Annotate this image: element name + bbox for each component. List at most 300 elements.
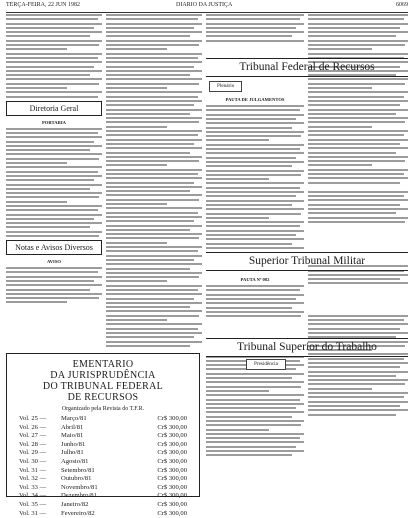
text-line bbox=[106, 100, 202, 102]
text-line bbox=[6, 128, 102, 130]
title-line: DA JURISPRUDÊNCIA bbox=[50, 370, 156, 381]
text-line bbox=[6, 196, 99, 198]
text-block bbox=[308, 14, 408, 184]
text-line bbox=[6, 192, 102, 194]
text-line bbox=[106, 328, 198, 330]
text-line bbox=[6, 209, 98, 211]
text-line bbox=[6, 74, 90, 76]
text-line bbox=[6, 205, 102, 207]
text-line bbox=[308, 332, 408, 334]
text-line bbox=[6, 27, 94, 29]
text-line bbox=[6, 214, 102, 216]
text-line bbox=[106, 152, 190, 154]
text-line bbox=[6, 48, 67, 50]
text-block bbox=[206, 14, 304, 42]
text-line bbox=[106, 18, 198, 20]
text-line bbox=[6, 96, 98, 98]
text-line bbox=[206, 109, 300, 111]
text-line bbox=[6, 222, 102, 224]
issue-price: Cr$ 300,00 bbox=[157, 492, 187, 500]
text-line bbox=[106, 259, 194, 261]
text-line bbox=[106, 341, 202, 343]
text-line bbox=[308, 104, 400, 106]
text-line bbox=[6, 293, 102, 295]
price-row bbox=[19, 458, 187, 467]
text-line bbox=[308, 388, 372, 390]
text-line bbox=[106, 27, 194, 29]
text-line bbox=[206, 157, 296, 159]
text-line bbox=[206, 178, 269, 180]
text-line bbox=[206, 386, 301, 388]
price-row bbox=[19, 475, 187, 484]
text-line bbox=[308, 117, 408, 119]
text-line bbox=[206, 403, 304, 405]
text-line bbox=[106, 44, 199, 46]
text-line bbox=[308, 14, 408, 16]
text-line bbox=[308, 401, 408, 403]
text-line bbox=[308, 315, 408, 317]
text-line bbox=[206, 394, 304, 396]
banner-tribunal-superior-trabalho: Tribunal Superior do Trabalho bbox=[206, 338, 408, 357]
text-line bbox=[206, 437, 300, 439]
issue-month: Agosto/81 bbox=[61, 457, 89, 465]
pauta-82-heading: PAUTA Nº 082 bbox=[240, 277, 270, 283]
text-line bbox=[308, 375, 396, 377]
column-1 bbox=[6, 14, 102, 306]
text-line bbox=[308, 152, 396, 154]
text-block bbox=[308, 191, 408, 223]
text-block bbox=[308, 315, 408, 416]
text-line bbox=[106, 91, 202, 93]
text-line bbox=[206, 170, 304, 172]
text-line bbox=[308, 379, 408, 381]
text-line bbox=[106, 319, 167, 321]
page-header bbox=[6, 1, 408, 13]
text-line bbox=[6, 35, 90, 37]
text-block bbox=[6, 267, 102, 303]
text-line bbox=[6, 149, 90, 151]
tab-presidencia: Presidência bbox=[246, 359, 286, 370]
text-line bbox=[206, 390, 269, 392]
text-line bbox=[6, 267, 102, 269]
text-line bbox=[308, 40, 408, 42]
text-line bbox=[206, 14, 304, 16]
issue-month: Setembro/81 bbox=[61, 466, 95, 474]
text-line bbox=[6, 57, 98, 59]
text-line bbox=[308, 164, 372, 166]
text-block bbox=[206, 285, 304, 317]
text-line bbox=[6, 179, 94, 181]
price-row bbox=[19, 510, 187, 518]
issue-price: Cr$ 300,00 bbox=[157, 432, 187, 440]
text-line bbox=[106, 207, 202, 209]
text-line bbox=[6, 53, 102, 55]
text-line bbox=[6, 235, 99, 237]
text-line bbox=[206, 40, 304, 42]
text-line bbox=[106, 280, 167, 282]
text-line bbox=[106, 177, 202, 179]
issue-price: Cr$ 300,00 bbox=[157, 483, 187, 491]
issue-price: Cr$ 300,00 bbox=[157, 475, 187, 483]
text-line bbox=[206, 18, 300, 20]
text-line bbox=[6, 289, 90, 291]
text-line bbox=[106, 160, 199, 162]
text-line bbox=[106, 173, 198, 175]
text-line bbox=[106, 186, 202, 188]
text-line bbox=[106, 255, 202, 257]
text-line bbox=[206, 127, 292, 129]
text-line bbox=[206, 407, 296, 409]
section-title-diretoria-geral: Diretoria Geral bbox=[6, 101, 102, 116]
text-line bbox=[6, 136, 102, 138]
text-line bbox=[106, 23, 202, 25]
text-line bbox=[106, 48, 167, 50]
text-line bbox=[106, 285, 202, 287]
text-line bbox=[308, 414, 396, 416]
text-line bbox=[106, 345, 190, 347]
text-line bbox=[206, 411, 304, 413]
text-line bbox=[206, 298, 296, 300]
column-2 bbox=[106, 14, 202, 349]
text-line bbox=[6, 231, 102, 233]
text-line bbox=[106, 276, 199, 278]
text-line bbox=[106, 147, 202, 149]
text-line bbox=[106, 216, 202, 218]
text-line bbox=[106, 130, 202, 132]
price-row bbox=[19, 467, 187, 476]
text-line bbox=[206, 373, 304, 375]
text-line bbox=[308, 319, 404, 321]
text-line bbox=[308, 48, 372, 50]
text-line bbox=[206, 148, 300, 150]
text-line bbox=[106, 104, 194, 106]
volume-label: Vol. 25 — bbox=[19, 415, 47, 422]
text-line bbox=[106, 53, 202, 55]
ementario-price-list bbox=[6, 353, 200, 517]
text-line bbox=[206, 285, 304, 287]
text-line bbox=[206, 294, 304, 296]
text-line bbox=[206, 35, 292, 37]
text-line bbox=[308, 221, 405, 223]
text-line bbox=[106, 212, 198, 214]
text-line bbox=[308, 182, 400, 184]
text-line bbox=[106, 35, 190, 37]
text-line bbox=[106, 199, 199, 201]
text-line bbox=[6, 91, 102, 93]
text-line bbox=[106, 164, 167, 166]
issue-month: Fevereiro/82 bbox=[61, 509, 95, 517]
text-line bbox=[106, 126, 167, 128]
volume-label: Vol. 29 — bbox=[19, 449, 47, 457]
text-line bbox=[6, 61, 102, 63]
issue-month: Junho/81 bbox=[61, 440, 86, 448]
text-line bbox=[206, 243, 292, 245]
text-line bbox=[106, 306, 190, 308]
issue-month: Março/81 bbox=[61, 415, 87, 422]
text-line bbox=[106, 117, 202, 119]
text-line bbox=[206, 238, 304, 240]
text-line bbox=[206, 230, 304, 232]
text-line bbox=[308, 109, 408, 111]
text-line bbox=[6, 141, 94, 143]
text-line bbox=[6, 31, 102, 33]
text-line bbox=[308, 113, 396, 115]
text-line bbox=[6, 83, 99, 85]
text-line bbox=[106, 302, 202, 304]
text-line bbox=[106, 113, 190, 115]
banner-spacer bbox=[308, 287, 408, 315]
issue-price: Cr$ 300,00 bbox=[157, 440, 187, 448]
price-list-title bbox=[7, 359, 199, 403]
text-line bbox=[106, 237, 199, 239]
text-line bbox=[6, 171, 98, 173]
issue-price: Cr$ 300,00 bbox=[157, 509, 187, 517]
price-row bbox=[19, 501, 187, 510]
text-line bbox=[106, 250, 198, 252]
text-line bbox=[106, 310, 202, 312]
text-block bbox=[106, 14, 202, 347]
text-line bbox=[206, 191, 304, 193]
price-row bbox=[19, 484, 187, 493]
text-line bbox=[106, 315, 199, 317]
text-block bbox=[6, 128, 102, 237]
text-line bbox=[6, 284, 102, 286]
text-line bbox=[206, 204, 292, 206]
text-line bbox=[308, 160, 405, 162]
volume-label: Vol. 30 — bbox=[19, 457, 47, 465]
issue-price: Cr$ 300,00 bbox=[157, 449, 187, 457]
text-line bbox=[308, 191, 408, 193]
text-line bbox=[206, 27, 296, 29]
text-block bbox=[206, 356, 304, 457]
text-line bbox=[308, 383, 405, 385]
text-line bbox=[106, 139, 202, 141]
text-line bbox=[206, 213, 301, 215]
text-line bbox=[308, 362, 408, 364]
text-line bbox=[206, 289, 300, 291]
volume-label: Vol. 31 — bbox=[19, 466, 47, 474]
text-line bbox=[308, 100, 408, 102]
text-line bbox=[106, 70, 202, 72]
text-line bbox=[308, 177, 408, 179]
text-line bbox=[308, 78, 408, 80]
issue-price: Cr$ 300,00 bbox=[157, 457, 187, 465]
volume-label: Vol. 32 — bbox=[19, 475, 47, 483]
text-line bbox=[6, 218, 94, 220]
text-line bbox=[308, 126, 372, 128]
text-line bbox=[308, 278, 400, 280]
text-line bbox=[206, 416, 292, 418]
text-line bbox=[308, 143, 400, 145]
text-line bbox=[6, 87, 67, 89]
text-line bbox=[6, 175, 102, 177]
text-line bbox=[6, 14, 102, 16]
text-line bbox=[206, 399, 300, 401]
text-line bbox=[206, 208, 304, 210]
text-line bbox=[106, 233, 202, 235]
text-line bbox=[206, 182, 304, 184]
header-journal-name: DIARIO DA JUSTIÇA bbox=[176, 2, 233, 8]
text-line bbox=[308, 409, 408, 411]
text-line bbox=[106, 268, 190, 270]
text-line bbox=[308, 405, 400, 407]
text-line bbox=[6, 166, 102, 168]
text-line bbox=[308, 204, 400, 206]
text-line bbox=[206, 152, 304, 154]
section-title-notas-avisos: Notas e Avisos Diversos bbox=[6, 240, 102, 255]
price-list-subtitle: Organizado pela Revista do T.F.R. bbox=[61, 406, 145, 412]
text-line bbox=[206, 131, 304, 133]
text-line bbox=[206, 307, 292, 309]
text-line bbox=[6, 201, 67, 203]
price-row bbox=[19, 441, 187, 450]
text-line bbox=[308, 87, 372, 89]
text-line bbox=[6, 44, 99, 46]
text-line bbox=[6, 78, 102, 80]
text-line bbox=[206, 433, 304, 435]
price-row bbox=[19, 432, 187, 441]
text-line bbox=[106, 332, 202, 334]
volume-label: Vol. 28 — bbox=[19, 440, 47, 448]
text-line bbox=[308, 371, 408, 373]
text-line bbox=[308, 396, 404, 398]
text-line bbox=[206, 450, 304, 452]
text-block bbox=[6, 14, 102, 98]
text-line bbox=[106, 169, 202, 171]
text-line bbox=[106, 78, 202, 80]
text-line bbox=[206, 454, 292, 456]
text-line bbox=[308, 139, 408, 141]
text-line bbox=[106, 14, 202, 16]
issue-month: Julho/81 bbox=[61, 449, 84, 457]
text-line bbox=[106, 263, 202, 265]
text-line bbox=[6, 297, 99, 299]
text-line bbox=[308, 134, 404, 136]
text-line bbox=[6, 271, 98, 273]
text-line bbox=[206, 161, 304, 163]
text-line bbox=[206, 424, 301, 426]
text-line bbox=[106, 66, 194, 68]
text-line bbox=[206, 144, 304, 146]
title-line: DO TRIBUNAL FEDERAL bbox=[42, 381, 164, 392]
text-line bbox=[106, 61, 202, 63]
issue-price: Cr$ 300,00 bbox=[157, 500, 187, 508]
text-line bbox=[106, 57, 198, 59]
text-line bbox=[106, 96, 198, 98]
text-line bbox=[106, 242, 167, 244]
text-line bbox=[6, 276, 102, 278]
text-line bbox=[308, 35, 396, 37]
text-line bbox=[106, 182, 194, 184]
text-line bbox=[308, 23, 408, 25]
volume-label: Vol. 34 — bbox=[19, 492, 47, 500]
text-line bbox=[6, 301, 67, 303]
text-line bbox=[106, 298, 194, 300]
text-line bbox=[308, 274, 408, 276]
text-line bbox=[308, 27, 400, 29]
issue-price: Cr$ 300,00 bbox=[157, 423, 187, 431]
text-line bbox=[206, 165, 292, 167]
text-line bbox=[206, 195, 296, 197]
text-line bbox=[308, 173, 404, 175]
text-line bbox=[106, 220, 194, 222]
text-line bbox=[106, 293, 202, 295]
text-line bbox=[6, 162, 67, 164]
issue-month: Janeiro/82 bbox=[61, 500, 89, 508]
header-page-number: 6069 bbox=[396, 2, 408, 8]
text-line bbox=[106, 83, 199, 85]
title-line: EMENTARIO bbox=[72, 359, 134, 370]
text-line bbox=[206, 247, 304, 249]
text-line bbox=[206, 23, 304, 25]
text-line bbox=[106, 134, 198, 136]
volume-label: Vol. 26 — bbox=[19, 423, 47, 431]
text-line bbox=[206, 135, 301, 137]
text-line bbox=[308, 121, 405, 123]
volume-label: Vol. 27 — bbox=[19, 432, 47, 440]
text-line bbox=[206, 139, 269, 141]
issue-month: Maio/81 bbox=[61, 432, 84, 440]
text-line bbox=[106, 121, 199, 123]
text-line bbox=[206, 311, 304, 313]
text-line bbox=[308, 328, 400, 330]
text-line bbox=[308, 18, 404, 20]
text-line bbox=[308, 31, 408, 33]
text-line bbox=[308, 53, 408, 55]
text-line bbox=[308, 208, 408, 210]
text-line bbox=[106, 229, 190, 231]
text-line bbox=[206, 31, 304, 33]
text-line bbox=[6, 18, 98, 20]
text-line bbox=[308, 96, 404, 98]
volume-label: Vol. 31 — bbox=[19, 509, 47, 517]
text-line bbox=[308, 366, 400, 368]
text-line bbox=[6, 40, 102, 42]
text-line bbox=[106, 272, 202, 274]
text-line bbox=[206, 446, 296, 448]
text-line bbox=[308, 282, 408, 284]
text-line bbox=[308, 91, 408, 93]
text-line bbox=[106, 323, 202, 325]
text-line bbox=[6, 184, 102, 186]
text-line bbox=[206, 221, 304, 223]
aviso-heading: AVISO bbox=[47, 259, 61, 265]
text-line bbox=[206, 420, 304, 422]
text-line bbox=[106, 40, 202, 42]
text-line bbox=[206, 122, 304, 124]
text-line bbox=[106, 156, 202, 158]
text-line bbox=[6, 153, 102, 155]
text-line bbox=[308, 147, 408, 149]
text-line bbox=[206, 429, 269, 431]
text-line bbox=[6, 23, 102, 25]
banner-superior-tribunal-militar: Superior Tribunal Militar bbox=[206, 252, 408, 271]
text-line bbox=[308, 44, 405, 46]
text-line bbox=[6, 158, 99, 160]
title-line: DE RECURSOS bbox=[67, 392, 139, 403]
text-line bbox=[6, 132, 98, 134]
text-line bbox=[106, 31, 202, 33]
volume-label: Vol. 35 — bbox=[19, 500, 47, 508]
text-line bbox=[206, 187, 300, 189]
issue-month: Novembro/81 bbox=[61, 483, 98, 491]
text-line bbox=[206, 114, 304, 116]
text-line bbox=[106, 289, 198, 291]
text-line bbox=[106, 203, 167, 205]
issue-month: Dezembro/81 bbox=[61, 492, 97, 500]
text-line bbox=[6, 226, 90, 228]
text-line bbox=[206, 105, 304, 107]
